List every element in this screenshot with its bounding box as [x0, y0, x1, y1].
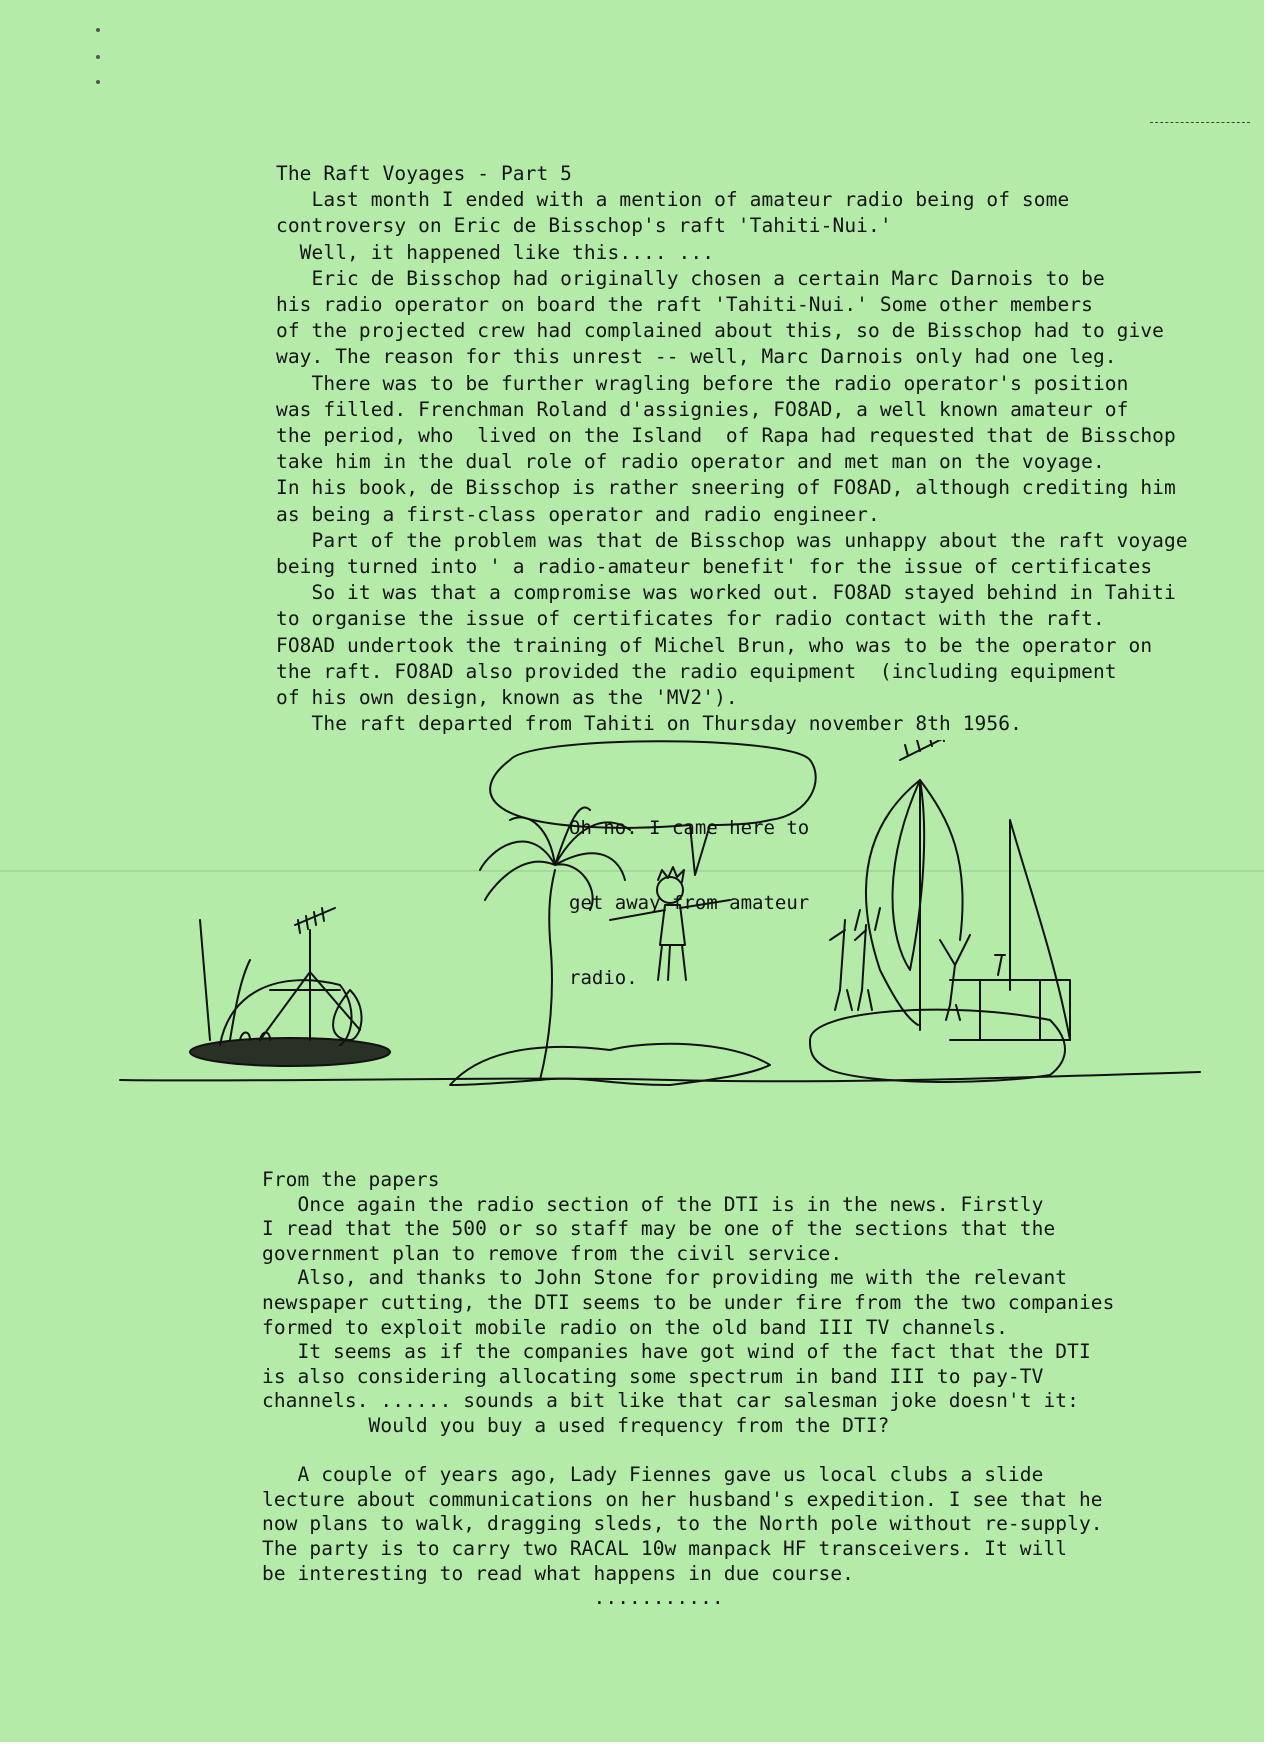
text-line: as being a first-class operator and radio engineer.: [276, 502, 880, 526]
speech-bubble-text: [569, 766, 809, 1041]
text-line: controversy on Eric de Bisschop's raft 'Tahiti-Nui.': [276, 214, 892, 238]
text-line: ...........: [262, 1586, 724, 1610]
text-line: the period, who lived on the Island of Rapa had requested that de Bisschop: [276, 424, 1176, 447]
edge-mark: [1150, 122, 1250, 123]
article-raft-voyages: [276, 162, 1216, 736]
text-line: now plans to walk, dragging sleds, to the North pole without re-supply.: [262, 1512, 1103, 1536]
right-raft-sketch: [810, 740, 1070, 1082]
text-line: So it was that a compromise was worked out. FO8AD stayed behind in Tahiti: [276, 581, 1176, 605]
text-line: There was to be further wragling before the radio operator's position: [276, 371, 1129, 395]
text-line: The raft departed from Tahiti on Thursday november 8th 1956.: [276, 712, 1022, 736]
bubble-line: Oh no. I came here to: [569, 817, 810, 839]
text-line: being turned into ' a radio-amateur benefit' for the issue of certificates: [276, 555, 1153, 578]
text-line: Last month I ended with a mention of amateur radio being of some: [276, 188, 1070, 212]
text-line: way. The reason for this unrest -- well, Marc Darnois only had one leg.: [276, 345, 1117, 369]
text-line: A couple of years ago, Lady Fiennes gave us local clubs a slide: [262, 1463, 1044, 1487]
text-line: be interesting to read what happens in due course.: [262, 1561, 854, 1585]
text-line: the raft. FO8AD also provided the radio equipment (including equipment: [276, 659, 1117, 683]
text-line: Would you buy a used frequency from the DTI?: [262, 1414, 890, 1437]
bubble-line: get away from amateur: [569, 892, 810, 914]
article-from-the-papers: [262, 1168, 1202, 1628]
text-line: Eric de Bisschop had originally chosen a certain Marc Darnois to be: [276, 266, 1105, 290]
text-line: Well, it happened like this.... ...: [276, 240, 715, 264]
text-line: take him in the dual role of radio operator and met man on the voyage.: [276, 450, 1105, 474]
bubble-line: radio.: [569, 967, 638, 989]
text-line: Also, and thanks to John Stone for providing me with the relevant: [262, 1266, 1068, 1290]
article-title: From the papers: [262, 1168, 440, 1191]
text-line: of his own design, known as the 'MV2').: [276, 686, 738, 709]
text-line: of the projected crew had complained about this, so de Bisschop had to give: [276, 319, 1164, 343]
text-line: Part of the problem was that de Bisschop was unhappy about the raft voyage: [276, 528, 1188, 552]
text-line: was filled. Frenchman Roland d'assignies, FO8AD, a well known amateur of: [276, 397, 1129, 421]
text-line: his radio operator on board the raft 'Tahiti-Nui.' Some other members: [276, 293, 1093, 316]
text-line: Once again the radio section of the DTI is in the news. Firstly: [262, 1192, 1044, 1216]
text-line: I read that the 500 or so staff may be one of the sections that the: [262, 1217, 1056, 1241]
text-line: to organise the issue of certificates for radio contact with the raft.: [276, 607, 1105, 631]
text-line: is also considering allocating some spectrum in band III to pay-TV: [262, 1364, 1044, 1388]
article-title: The Raft Voyages - Part 5: [276, 162, 572, 185]
text-line: In his book, de Bisschop is rather sneering of FO8AD, although crediting him: [276, 476, 1176, 500]
text-line: It seems as if the companies have got wind of the fact that the DTI: [262, 1340, 1091, 1364]
text-line: The party is to carry two RACAL 10w manpack HF transceivers. It will: [262, 1537, 1068, 1560]
left-raft-sketch: [190, 908, 390, 1066]
text-line: FO8AD undertook the training of Michel Brun, who was to be the operator on: [276, 633, 1153, 657]
text-line: newspaper cutting, the DTI seems to be under fire from the two companies: [262, 1291, 1115, 1314]
text-line: government plan to remove from the civil service.: [262, 1241, 843, 1265]
text-line: channels. ...... sounds a bit like that car salesman joke doesn't it:: [262, 1389, 1079, 1413]
text-line: formed to exploit mobile radio on the old band III TV channels.: [262, 1315, 1008, 1339]
text-line: lecture about communications on her husband's expedition. I see that he: [262, 1487, 1103, 1511]
